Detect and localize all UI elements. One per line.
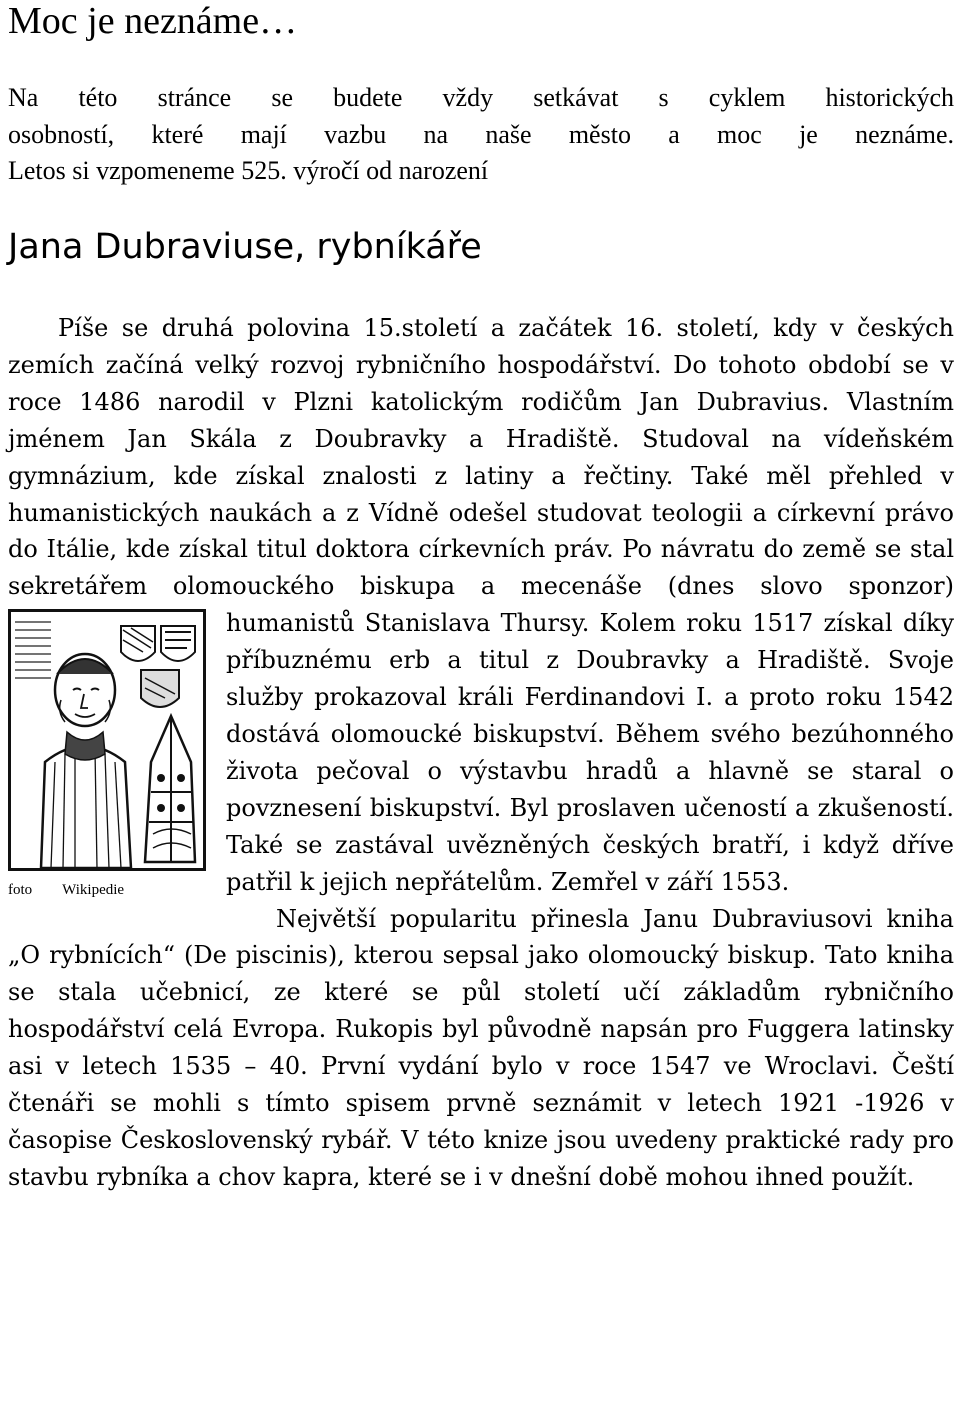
intro-paragraph bbox=[8, 80, 954, 190]
article-body bbox=[8, 310, 954, 1196]
caption-label: foto bbox=[8, 882, 33, 899]
portrait-figure bbox=[8, 605, 222, 905]
article-paragraph-1 bbox=[8, 310, 954, 901]
intro-line-3: Letos si vzpomeneme 525. výročí od narození bbox=[8, 156, 489, 185]
intro-line-1: Na této stránce se budete vždy setkávat s cyklem historických bbox=[8, 83, 954, 112]
paragraph-1-part-1: Píše se druhá polovina 15.století a začátek 16. století, kdy v českých zemích začíná velký rozvoj rybničního hospodářství. Do tohoto období se v roce 1486 narodil v Plzni katolickým rodičům Jan Dubravius. Vlastním jménem Jan Skála z Doubravky a Hradiště. Studoval na vídeňském gymnázium, kde získal znalosti z latiny a řečtiny. Také měl přehled v humanistických naukách a z Vídně odešel studovat teologii a církevní právo do Itálie, kde získal titul doktora církevních práv. Po návratu do země se stal sekretářem olomouckého biskupa a mecenáše (dnes slovo sponzor) humanistů Stanislava Thursy. Kolem roku 1517 získal díky bbox=[8, 314, 954, 638]
paragraph-1-part-2: příbuznému erb a titul z Doubravky a Hradiště. Svoje služby prokazoval králi Ferdinandovi I. a proto roku 1542 dostává olomoucké biskupství. Během svého bezúhonného života pečoval o výstavbu hradů a hlavně se staral o povznesení biskupství. Byl proslaven učeností a zkušeností. Také se zastával uvězněných českých bratří, i když dříve patřil k jejich nepřátelům. Zemřel v září 1553. bbox=[226, 646, 954, 896]
caption-source: Wikipedie bbox=[62, 882, 125, 899]
page-title: Moc je neznáme… bbox=[8, 0, 298, 42]
article-subtitle: Jana Dubraviuse, rybníkáře bbox=[8, 227, 482, 267]
paragraph-2-text: Největší popularitu přinesla Janu Dubraviusovi kniha „O rybnících“ (De piscinis), kterou sepsal jako olomoucký biskup. Tato kniha se stala učebnicí, ze které se půl století učí základům rybničního hospodářství celá Evropa. Rukopis byl původně napsán pro Fuggera latinsky asi v letech 1535 – 40. První vydání bylo v roce 1547 ve Wroclavi. Čeští čtenáři se mohli s tímto spisem prvně seznámit v letech 1921 -1926 v časopise Československý rybář. V této knize jsou uvedeny praktické rady pro stavbu rybníka a chov kapra, které se i v dnešní době mohou ihned použít. bbox=[8, 904, 954, 1191]
woodcut-portrait-icon bbox=[8, 609, 206, 871]
intro-line-2: osobností, které mají vazbu na naše město a moc je neznáme. bbox=[8, 119, 954, 149]
article-paragraph-2 bbox=[8, 901, 954, 1196]
figure-caption bbox=[8, 881, 222, 899]
